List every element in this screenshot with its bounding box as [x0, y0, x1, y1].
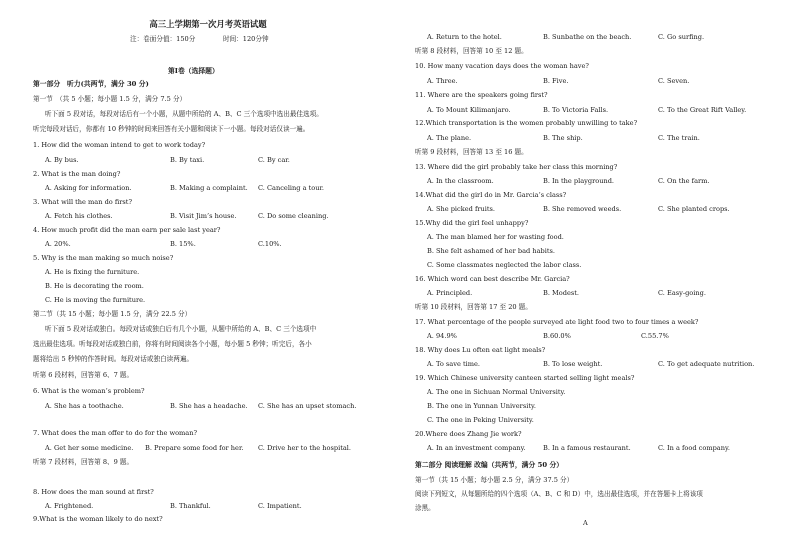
question-stem: 10. How many vacation days does the woman have?	[415, 62, 589, 70]
question-stem: 7. What does the man offer to do for the woman?	[33, 429, 198, 437]
option-b[interactable]: B. Modest.	[543, 289, 580, 297]
material-note: 听第 10 段材料，回答第 17 至 20 题。	[415, 303, 532, 311]
option-b[interactable]: B. To Victoria Falls.	[543, 106, 609, 114]
option-c[interactable]: C. The one in Peking University.	[427, 416, 534, 424]
question-stem: 5. Why is the man making so much noise?	[33, 254, 174, 262]
option-b[interactable]: B. Thankful.	[170, 502, 211, 510]
question-stem: 2. What is the man doing?	[33, 170, 121, 178]
section2-instruction: 题将给出 5 秒钟的作答时间。每段对话或独白读两遍。	[33, 355, 194, 363]
section1-instruction: 听完每段对话后，你都有 10 秒钟的时间来回答有关小题和阅读下一小题。每段对话仅读一遍。	[33, 125, 310, 133]
option-a[interactable]: A. The one in Sichuan Normal University.	[427, 388, 566, 396]
option-b[interactable]: B. He is decorating the room.	[45, 282, 144, 290]
question-stem: 14.What did the girl do in Mr. Garcia’s class?	[415, 191, 567, 199]
option-a[interactable]: A. Get her some medicine.	[45, 444, 134, 452]
section1-instruction: 听下面 5 段对话，每段对话后有一个小题，从题中所给的 A、B、C 三个选项中选出最佳选项。	[45, 110, 323, 118]
section2-instruction: 选出最佳选项。听每段对话或独白前，你将有时间阅读各个小题，每小题 5 秒钟；听完后，各小	[33, 340, 312, 348]
option-a[interactable]: A. 94.9%	[427, 332, 457, 340]
option-a[interactable]: A. She has a toothache.	[45, 402, 124, 410]
option-b[interactable]: B. To lose weight.	[543, 360, 603, 368]
option-c[interactable]: C. By car.	[258, 156, 290, 164]
option-c[interactable]: C. She planted crops.	[658, 205, 730, 213]
question-stem: 18. Why does Lu often eat light meals?	[415, 346, 546, 354]
question-stem: 9.What is the woman likely to do next?	[33, 515, 163, 523]
question-stem: 12.Which transportation is the women probably unwilling to take?	[415, 119, 638, 127]
time-note: 时间：120分钟	[223, 35, 269, 43]
option-c[interactable]: C. Canceling a tour.	[258, 184, 325, 192]
option-a[interactable]: A. She picked fruits.	[427, 205, 496, 213]
option-a[interactable]: A. Fetch his clothes.	[45, 212, 113, 220]
question-stem: 4. How much profit did the man earn per sale last year?	[33, 226, 221, 234]
option-c[interactable]: C. The train.	[658, 134, 700, 142]
option-c[interactable]: C. Do some cleaning.	[258, 212, 329, 220]
option-a[interactable]: A. In the classroom.	[427, 177, 494, 185]
option-b[interactable]: B. Five.	[543, 77, 569, 85]
part1-heading: 第一部分 听力(共两节，满分 30 分)	[33, 80, 149, 88]
option-b[interactable]: B. 15%.	[170, 240, 196, 248]
option-b[interactable]: B. Prepare some food for her.	[145, 444, 244, 452]
option-c[interactable]: C. To get adequate nutrition.	[658, 360, 755, 368]
part2-instruction: 涂黑。	[415, 504, 435, 512]
page-title: 高三上学期第一次月考英语试题	[149, 19, 267, 29]
section2-instruction: 听下面 5 段对话或独白。每段对话或独白后有几个小题，从题中所给的 A、B、C 三个选项中	[45, 325, 317, 333]
option-b[interactable]: B. The ship.	[543, 134, 583, 142]
option-b[interactable]: B. In the playground.	[543, 177, 615, 185]
question-stem: 16. Which word can best describe Mr. Garcia?	[415, 275, 570, 283]
option-c[interactable]: C. Easy-going.	[658, 289, 706, 297]
option-b[interactable]: B. She felt ashamed of her bad habits.	[427, 247, 555, 255]
option-b[interactable]: B. She removed weeds.	[543, 205, 622, 213]
option-a[interactable]: A. He is fixing the furniture.	[45, 268, 140, 276]
option-b[interactable]: B. In a famous restaurant.	[543, 444, 631, 452]
option-b[interactable]: B.60.0%	[543, 332, 571, 340]
question-stem: 15.Why did the girl feel unhappy?	[415, 219, 529, 227]
option-a[interactable]: A. Asking for information.	[45, 184, 132, 192]
material-note: 听第 7 段材料，回答第 8、9 题。	[33, 458, 134, 466]
material-note: 听第 8 段材料，回答第 10 至 12 题。	[415, 47, 528, 55]
option-c[interactable]: C. Go surfing.	[658, 33, 705, 41]
question-stem: 11. Where are the speakers going first?	[415, 91, 548, 99]
option-b[interactable]: B. Sunbathe on the beach.	[543, 33, 632, 41]
option-c[interactable]: C. In a food company.	[658, 444, 730, 452]
option-b[interactable]: B. The one in Yunnan University.	[427, 402, 536, 410]
question-stem: 3. What will the man do first?	[33, 198, 132, 206]
option-c[interactable]: C. He is moving the furniture.	[45, 296, 146, 304]
passage-label: A	[583, 519, 588, 527]
option-a[interactable]: A. Principled.	[427, 289, 473, 297]
option-c[interactable]: C.55.7%	[641, 332, 669, 340]
score-note: 注：卷面分值：150分	[130, 35, 196, 43]
option-c[interactable]: C. Impatient.	[258, 502, 302, 510]
question-stem: 1. How did the woman intend to get to work today?	[33, 141, 206, 149]
material-note: 听第 9 段材料，回答第 13 至 16 题。	[415, 148, 528, 156]
option-a[interactable]: A. In an investment company.	[427, 444, 526, 452]
option-a[interactable]: A. Return to the hotel.	[427, 33, 502, 41]
option-a[interactable]: A. The plane.	[427, 134, 472, 142]
option-a[interactable]: A. By bus.	[45, 156, 79, 164]
volume-heading: 第Ⅰ卷（选择题）	[168, 67, 219, 75]
option-c[interactable]: C.10%.	[258, 240, 282, 248]
option-c[interactable]: C. Drive her to the hospital.	[258, 444, 351, 452]
option-b[interactable]: B. By taxi.	[170, 156, 205, 164]
option-a[interactable]: A. 20%.	[45, 240, 71, 248]
part2-instruction: 阅读下列短文，从每题所给的四个选项（A、B、C 和 D）中，选出最佳选项，并在答题卡上将该项	[415, 490, 703, 498]
option-a[interactable]: A. Three.	[427, 77, 458, 85]
option-a[interactable]: A. The man blamed her for wasting food.	[427, 233, 564, 241]
question-stem: 17. What percentage of the people surveyed ate light food two to four times a week?	[415, 318, 699, 326]
question-stem: 8. How does the man sound at first?	[33, 488, 154, 496]
option-a[interactable]: A. To save time.	[427, 360, 480, 368]
question-stem: 19. Which Chinese university canteen started selling light meals?	[415, 374, 635, 382]
question-stem: 13. Where did the girl probably take her class this morning?	[415, 163, 618, 171]
option-b[interactable]: B. She has a headache.	[170, 402, 248, 410]
part2-heading: 第二部分 阅读理解 改编（共两节，满分 50 分）	[415, 461, 564, 469]
option-c[interactable]: C. Seven.	[658, 77, 690, 85]
option-c[interactable]: C. On the farm.	[658, 177, 710, 185]
material-note: 听第 6 段材料，回答第 6、7 题。	[33, 371, 134, 379]
option-c[interactable]: C. To the Great Rift Valley.	[658, 106, 747, 114]
option-c[interactable]: C. She has an upset stomach.	[258, 402, 357, 410]
option-c[interactable]: C. Some classmates neglected the labor class.	[427, 261, 582, 269]
section2-heading: 第二节（共 15 小题；每小题 1.5 分，满分 22.5 分）	[33, 310, 192, 318]
part2-section1-heading: 第一节（共 15 小题；每小题 2.5 分，满分 37.5 分）	[415, 476, 574, 484]
option-b[interactable]: B. Visit Jim’s house.	[170, 212, 237, 220]
option-a[interactable]: A. To Mount Kilimanjaro.	[427, 106, 511, 114]
question-stem: 20.Where does Zhang Jie work?	[415, 430, 522, 438]
option-b[interactable]: B. Making a complaint.	[170, 184, 248, 192]
question-stem: 6. What is the woman’s problem?	[33, 387, 145, 395]
section1-heading: 第一节 （共 5 小题；每小题 1.5 分，满分 7.5 分）	[33, 95, 187, 103]
option-a[interactable]: A. Frightened.	[45, 502, 94, 510]
